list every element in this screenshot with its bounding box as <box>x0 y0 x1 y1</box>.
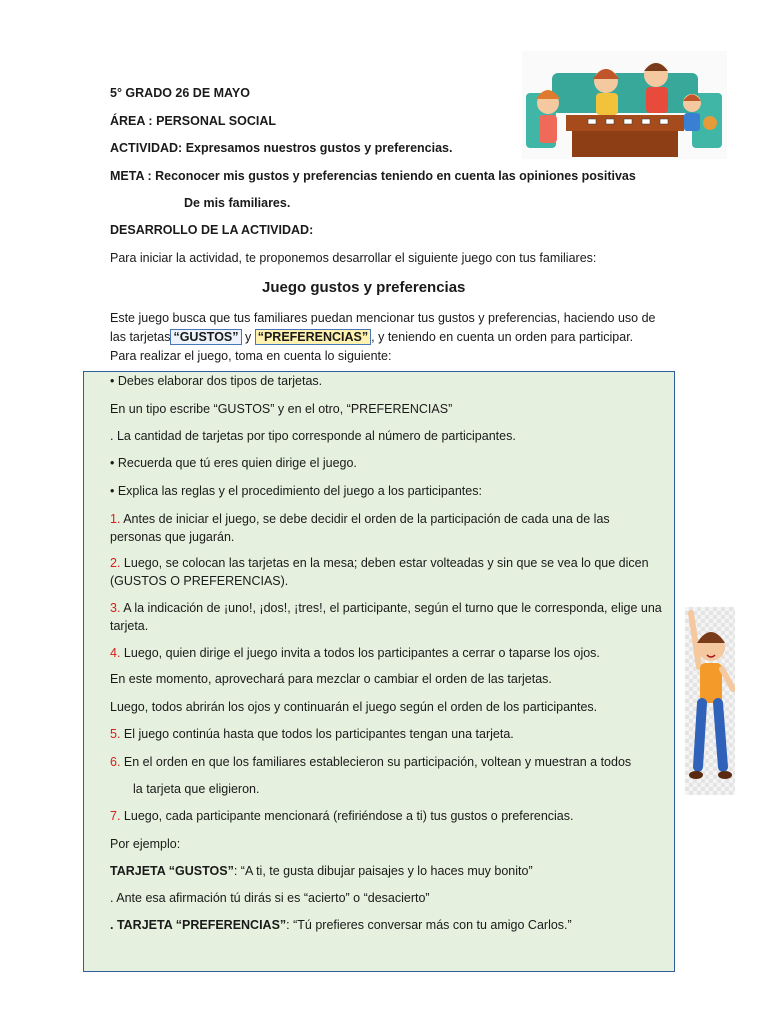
step-number: 3. <box>110 601 121 615</box>
step-4 <box>110 645 600 662</box>
actividad-line: ACTIVIDAD: Expresamos nuestros gustos y preferencias. <box>110 141 453 155</box>
note-line-2: Luego, todos abrirán los ojos y continuarán el juego según el orden de los participantes. <box>110 700 598 714</box>
bullet-3: . La cantidad de tarjetas por tipo corresponde al número de participantes. <box>110 429 516 443</box>
note-line-1: En este momento, aprovechará para mezclar o cambiar el orden de las tarjetas. <box>110 672 552 686</box>
step-text: Luego, cada participante mencionará (refiriéndose a ti) tus gustos o preferencias. <box>120 809 574 823</box>
step-text: Luego, quien dirige el juego invita a todos los participantes a cerrar o taparse los ojos. <box>120 646 600 660</box>
example-preferencias <box>110 917 572 934</box>
bullet-2: En un tipo escribe “GUSTOS” y en el otro, “PREFERENCIAS” <box>110 402 453 416</box>
grade-date: 5° GRADO 26 DE MAYO <box>110 86 250 100</box>
preferencias-tag: “PREFERENCIAS” <box>255 329 371 345</box>
step-3 <box>110 599 662 635</box>
step-text: Luego, se colocan las tarjetas en la mesa; deben estar volteadas y sin que se vea lo que dicen (GUSTOS O PREFERENCIAS). <box>110 556 649 588</box>
meta-line-continued: De mis familiares. <box>184 196 291 210</box>
example-label: Por ejemplo: <box>110 837 181 851</box>
intro-text: Para iniciar la actividad, te proponemos desarrollar el siguiente juego con tus familiares: <box>110 251 597 265</box>
bullet-5: • Explica las reglas y el procedimiento del juego a los participantes: <box>110 484 482 498</box>
step-number: 6. <box>110 755 121 769</box>
step-number: 1. <box>110 512 121 526</box>
step-number: 4. <box>110 646 121 660</box>
desarrollo-heading: DESARROLLO DE LA ACTIVIDAD: <box>110 223 314 237</box>
rules-box <box>83 371 675 972</box>
area-line: ÁREA : PERSONAL SOCIAL <box>110 114 276 128</box>
boy-waving-illustration <box>685 607 735 795</box>
example-gustos <box>110 863 533 880</box>
step-5 <box>110 726 514 743</box>
intro-paragraph-text-end: , y teniendo en cuenta un orden para participar. <box>371 330 634 344</box>
step-number: 7. <box>110 809 121 823</box>
meta-line: META : Reconocer mis gustos y preferencias teniendo en cuenta las opiniones positivas <box>110 169 636 183</box>
step-6-continued: la tarjeta que eligieron. <box>133 782 260 796</box>
card-label: . TARJETA “PREFERENCIAS” <box>110 918 287 932</box>
step-6 <box>110 754 631 771</box>
step-text: El juego continúa hasta que todos los participantes tengan una tarjeta. <box>120 727 514 741</box>
family-illustration-icon <box>522 51 727 159</box>
step-7 <box>110 808 573 825</box>
family-playing-illustration <box>522 51 727 159</box>
game-title: Juego gustos y preferencias <box>262 279 466 296</box>
intro-paragraph <box>110 309 670 366</box>
bullet-4: • Recuerda que tú eres quien dirige el juego. <box>110 456 357 470</box>
example-afirmacion: . Ante esa afirmación tú dirás si es “acierto” o “desacierto” <box>110 891 430 905</box>
card-label: TARJETA “GUSTOS” <box>110 864 234 878</box>
card-text: : “A ti, te gusta dibujar paisajes y lo haces muy bonito” <box>233 864 533 878</box>
step-text: En el orden en que los familiares establecieron su participación, voltean y muestran a todos <box>120 755 632 769</box>
step-number: 5. <box>110 727 121 741</box>
gustos-tag: “GUSTOS” <box>170 329 241 345</box>
step-text: Antes de iniciar el juego, se debe decidir el orden de la participación de cada una de las personas que jugarán. <box>110 512 610 544</box>
intro-paragraph-line3: Para realizar el juego, toma en cuenta lo siguiente: <box>110 349 392 363</box>
bullet-1: • Debes elaborar dos tipos de tarjetas. <box>110 374 323 388</box>
boy-illustration-icon <box>685 607 735 795</box>
step-2 <box>110 554 662 590</box>
step-number: 2. <box>110 556 121 570</box>
step-text: A la indicación de ¡uno!, ¡dos!, ¡tres!, el participante, según el turno que le corresponda, elige una tarjeta. <box>110 601 662 633</box>
step-1 <box>110 510 662 546</box>
card-text: : “Tú prefieres conversar más con tu amigo Carlos.” <box>286 918 572 932</box>
intro-paragraph-text: Este juego busca que tus familiares puedan mencionar tus gustos y preferencias, haciendo uso de las tarjetas <box>110 311 656 344</box>
conjunction: y <box>241 330 255 344</box>
